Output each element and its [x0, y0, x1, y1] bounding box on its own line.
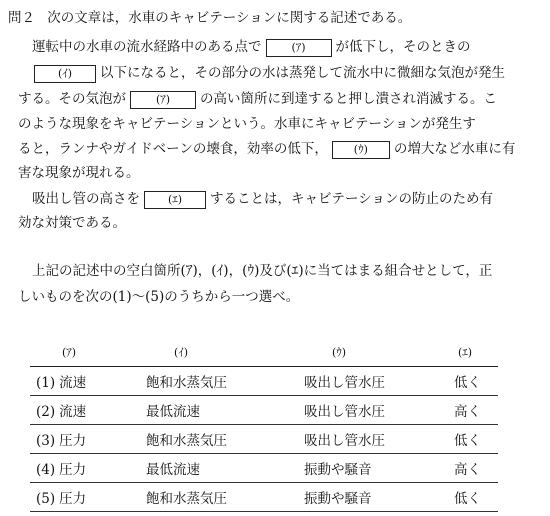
passage-line-1	[32, 38, 471, 57]
blank-u: (ｳ)	[332, 141, 390, 159]
cell-e: 低く	[454, 433, 481, 449]
answer-table	[30, 338, 498, 512]
cell-e: 低く	[454, 491, 481, 507]
passage-line-2	[28, 64, 505, 83]
cell-e: 低く	[454, 375, 481, 391]
question-heading	[8, 9, 411, 27]
choice-number: (3)	[36, 433, 56, 449]
table-row	[30, 454, 498, 483]
blank-e: (ｴ)	[144, 191, 206, 209]
instruction-line-1: 上記の記述中の空白箇所(ｱ)，(ｲ)，(ｳ)及び(ｴ)に当てはまる組合せとして，正	[32, 263, 493, 279]
passage-text: 以下になると，その部分の水は蒸発して流水中に微細な気泡が発生	[100, 65, 505, 81]
cell-u: 振動や騒音	[304, 462, 372, 478]
cell-e: 高く	[454, 462, 481, 478]
cell-i: 飽和水蒸気圧	[146, 375, 227, 391]
table-header-row	[30, 338, 498, 367]
cell-i: 飽和水蒸気圧	[146, 433, 227, 449]
passage-line-7	[32, 190, 493, 209]
cell-u: 吸出し管水圧	[304, 375, 385, 391]
header-u: (ｳ)	[332, 346, 347, 359]
cell-u: 振動や騒音	[304, 491, 372, 507]
instruction-line-2: しいものを次の(1)～(5)のうちから一つ選べ。	[18, 289, 300, 305]
blank-i: (ｲ)	[34, 65, 96, 83]
cell-a: 流速	[59, 375, 87, 391]
passage-line-4: のような現象をキャビテーションという。水車にキャビテーションが発生す	[18, 116, 476, 132]
passage-text: の高い箇所に到達すると押し潰され消滅する。こ	[200, 91, 497, 107]
cell-i: 最低流速	[146, 404, 200, 420]
header-i: (ｲ)	[174, 346, 189, 359]
table-row	[30, 425, 498, 454]
cell-a: 圧力	[59, 433, 87, 449]
cell-u: 吸出し管水圧	[304, 404, 385, 420]
table-row	[30, 483, 498, 512]
cell-e: 高く	[454, 404, 481, 420]
passage-line-8: 効な対策である。	[18, 215, 126, 231]
choice-number: (2)	[36, 404, 56, 420]
choice-number: (5)	[36, 491, 56, 507]
passage-line-6: 害な現象が現れる。	[18, 165, 140, 181]
cell-i: 最低流速	[146, 462, 200, 478]
table-row	[30, 367, 498, 396]
passage-line-3	[18, 90, 497, 109]
question-lead: 次の文章は，水車のキャビテーションに関する記述である。	[47, 10, 412, 26]
blank-a: (ｱ)	[266, 39, 332, 57]
cell-a: 圧力	[59, 462, 87, 478]
cell-i: 飽和水蒸気圧	[146, 491, 227, 507]
passage-line-5	[18, 140, 515, 159]
passage-text: 運転中の水車の流水経路中のある点で	[32, 39, 262, 55]
passage-text: することは，キャビテーションの防止のため有	[210, 191, 493, 207]
header-e: (ｴ)	[458, 346, 473, 359]
passage-text: 吸出し管の高さを	[32, 191, 140, 207]
cell-a: 流速	[59, 404, 87, 420]
choice-number: (1)	[36, 375, 56, 391]
passage-text: が低下し，そのときの	[335, 39, 471, 55]
blank-a-2: (ｱ)	[130, 91, 196, 109]
question-number: 問２	[8, 10, 35, 26]
cell-u: 吸出し管水圧	[304, 433, 385, 449]
choice-number: (4)	[36, 462, 56, 478]
passage-text: する。その気泡が	[18, 91, 126, 107]
cell-a: 圧力	[59, 491, 87, 507]
header-a: (ｱ)	[62, 346, 77, 359]
passage-text: の増大など水車に有	[393, 141, 516, 157]
passage-text: ると，ランナやガイドベーンの壊食，効率の低下，	[18, 141, 328, 157]
table-row	[30, 396, 498, 425]
